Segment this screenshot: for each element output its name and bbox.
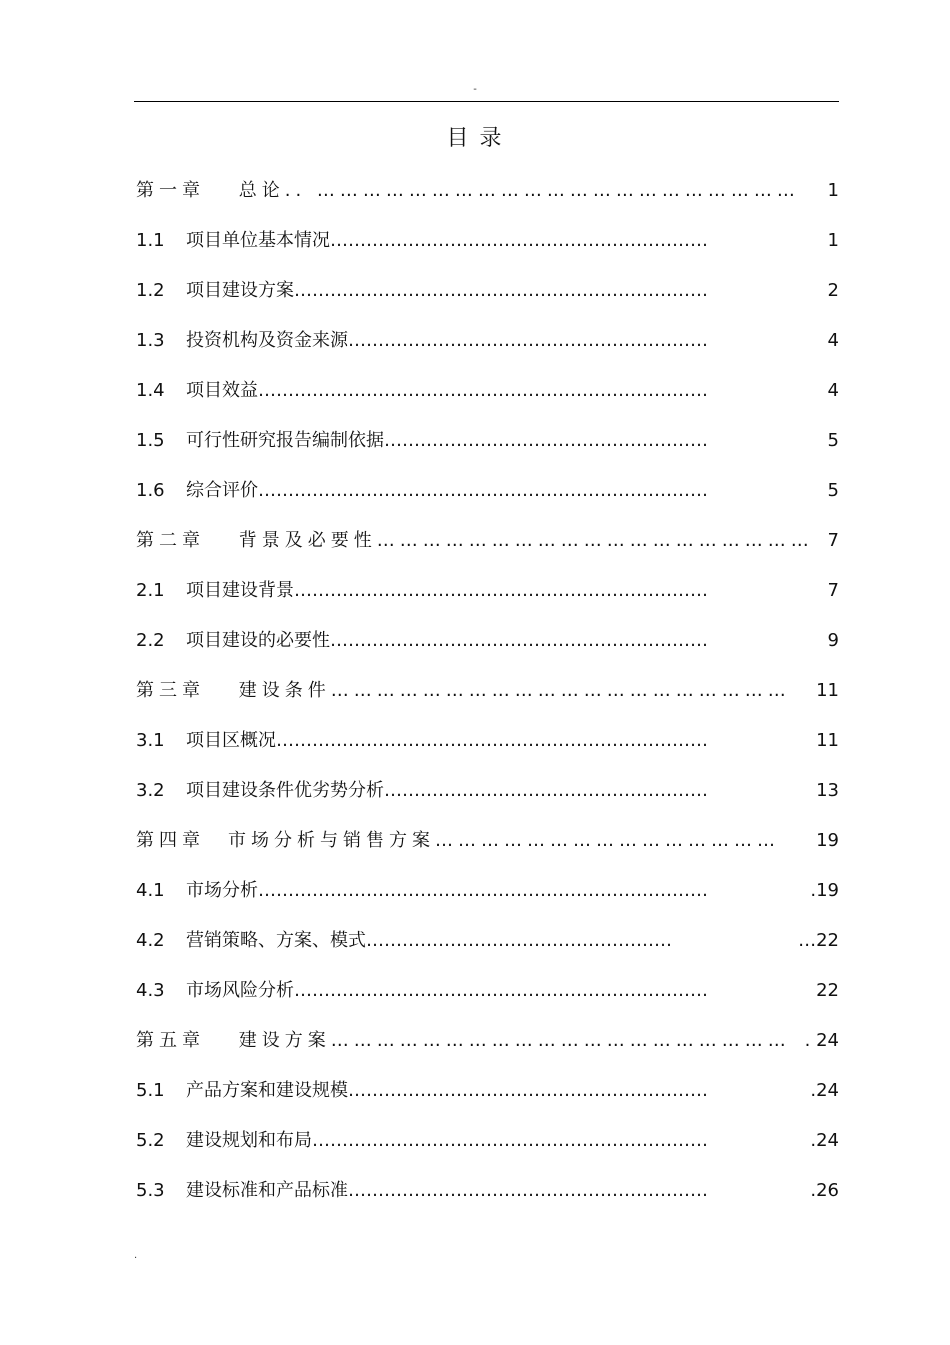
- toc-number: 2.2: [136, 630, 165, 651]
- toc-label: 综合评价…………………………………………………………………: [186, 480, 708, 501]
- toc-label: 可行性研究报告编制依据………………………………………………: [186, 430, 708, 451]
- toc-label: 建设规划和布局…………………………………………………………: [186, 1130, 708, 1151]
- toc-page: .24: [810, 1130, 839, 1151]
- toc-item-1-1[interactable]: [136, 216, 839, 266]
- toc-label: 第一章 总论.. ………………………………………………………: [136, 180, 800, 201]
- toc-label: 项目区概况………………………………………………………………: [186, 730, 708, 751]
- toc-page: 2: [827, 280, 839, 301]
- toc-title: 目 录: [446, 126, 504, 151]
- toc-page: 22: [816, 980, 839, 1001]
- toc-label: 建设标准和产品标准……………………………………………………: [186, 1180, 708, 1201]
- toc-page: 11: [816, 680, 839, 701]
- toc-label: 第四章 市场分析与销售方案………………………………………: [136, 830, 780, 851]
- toc-number: 1.3: [136, 330, 165, 351]
- toc-number: 4.1: [136, 880, 165, 901]
- toc-page: 5: [827, 480, 839, 501]
- toc-number: 2.1: [136, 580, 165, 601]
- toc-page: .19: [810, 880, 839, 901]
- toc-item-5-1[interactable]: [136, 1066, 839, 1116]
- toc-number: 3.2: [136, 780, 165, 801]
- toc-page: . 24: [804, 1030, 839, 1051]
- toc-label: 市场分析…………………………………………………………………: [186, 880, 708, 901]
- toc-page: 7: [827, 580, 839, 601]
- toc-label: 市场风险分析……………………………………………………………: [186, 980, 708, 1001]
- table-of-contents: [136, 166, 839, 1216]
- toc-page: 19: [816, 830, 839, 851]
- toc-item-2-2[interactable]: [136, 616, 839, 666]
- toc-page: 7: [827, 530, 839, 551]
- toc-page: 5: [827, 430, 839, 451]
- toc-number: 5.3: [136, 1180, 165, 1201]
- toc-page: 11: [816, 730, 839, 751]
- toc-label: 产品方案和建设规模……………………………………………………: [186, 1080, 708, 1101]
- toc-item-5-3[interactable]: [136, 1166, 839, 1216]
- toc-chapter-2[interactable]: [136, 516, 839, 566]
- toc-label: 项目建设条件优劣势分析………………………………………………: [186, 780, 708, 801]
- toc-number: 1.6: [136, 480, 165, 501]
- toc-chapter-4[interactable]: [136, 816, 839, 866]
- toc-item-4-1[interactable]: [136, 866, 839, 916]
- toc-label: 项目单位基本情况………………………………………………………: [186, 230, 708, 251]
- header-rule: [134, 101, 839, 102]
- toc-label: 第五章 建设方案……………………………………………………: [136, 1030, 791, 1051]
- toc-chapter-3[interactable]: [136, 666, 839, 716]
- toc-page: 4: [827, 380, 839, 401]
- toc-number: 4.2: [136, 930, 165, 951]
- toc-item-1-2[interactable]: [136, 266, 839, 316]
- toc-number: 1.1: [136, 230, 165, 251]
- toc-item-4-3[interactable]: [136, 966, 839, 1016]
- toc-label: 项目建设方案……………………………………………………………: [186, 280, 708, 301]
- toc-label: 项目建设的必要性………………………………………………………: [186, 630, 708, 651]
- toc-item-1-6[interactable]: [136, 466, 839, 516]
- toc-number: 3.1: [136, 730, 165, 751]
- toc-number: 5.2: [136, 1130, 165, 1151]
- toc-item-1-5[interactable]: [136, 416, 839, 466]
- toc-label: 项目建设背景……………………………………………………………: [186, 580, 708, 601]
- toc-label: 营销策略、方案、模式……………………………………………: [186, 930, 672, 951]
- toc-chapter-5[interactable]: [136, 1016, 839, 1066]
- toc-page: 4: [827, 330, 839, 351]
- toc-chapter-1[interactable]: [136, 166, 839, 216]
- toc-number: 1.2: [136, 280, 165, 301]
- toc-item-2-1[interactable]: [136, 566, 839, 616]
- toc-label: 第二章 背景及必要性…………………………………………………: [136, 530, 814, 551]
- toc-page: …22: [798, 930, 839, 951]
- toc-item-1-3[interactable]: [136, 316, 839, 366]
- toc-label: 投资机构及资金来源……………………………………………………: [186, 330, 708, 351]
- toc-page: .26: [810, 1180, 839, 1201]
- toc-page: .24: [810, 1080, 839, 1101]
- header-mark: -: [473, 84, 477, 95]
- toc-page: 9: [827, 630, 839, 651]
- toc-number: 5.1: [136, 1080, 165, 1101]
- toc-page: 1: [827, 180, 839, 201]
- toc-label: 第三章 建设条件……………………………………………………: [136, 680, 791, 701]
- footer-mark: .: [134, 1250, 138, 1261]
- toc-item-1-4[interactable]: [136, 366, 839, 416]
- toc-number: 4.3: [136, 980, 165, 1001]
- toc-number: 1.4: [136, 380, 165, 401]
- toc-item-5-2[interactable]: [136, 1116, 839, 1166]
- toc-item-4-2[interactable]: [136, 916, 839, 966]
- toc-page: 13: [816, 780, 839, 801]
- toc-label: 项目效益…………………………………………………………………: [186, 380, 708, 401]
- toc-number: 1.5: [136, 430, 165, 451]
- toc-item-3-1[interactable]: [136, 716, 839, 766]
- toc-item-3-2[interactable]: [136, 766, 839, 816]
- toc-page: 1: [827, 230, 839, 251]
